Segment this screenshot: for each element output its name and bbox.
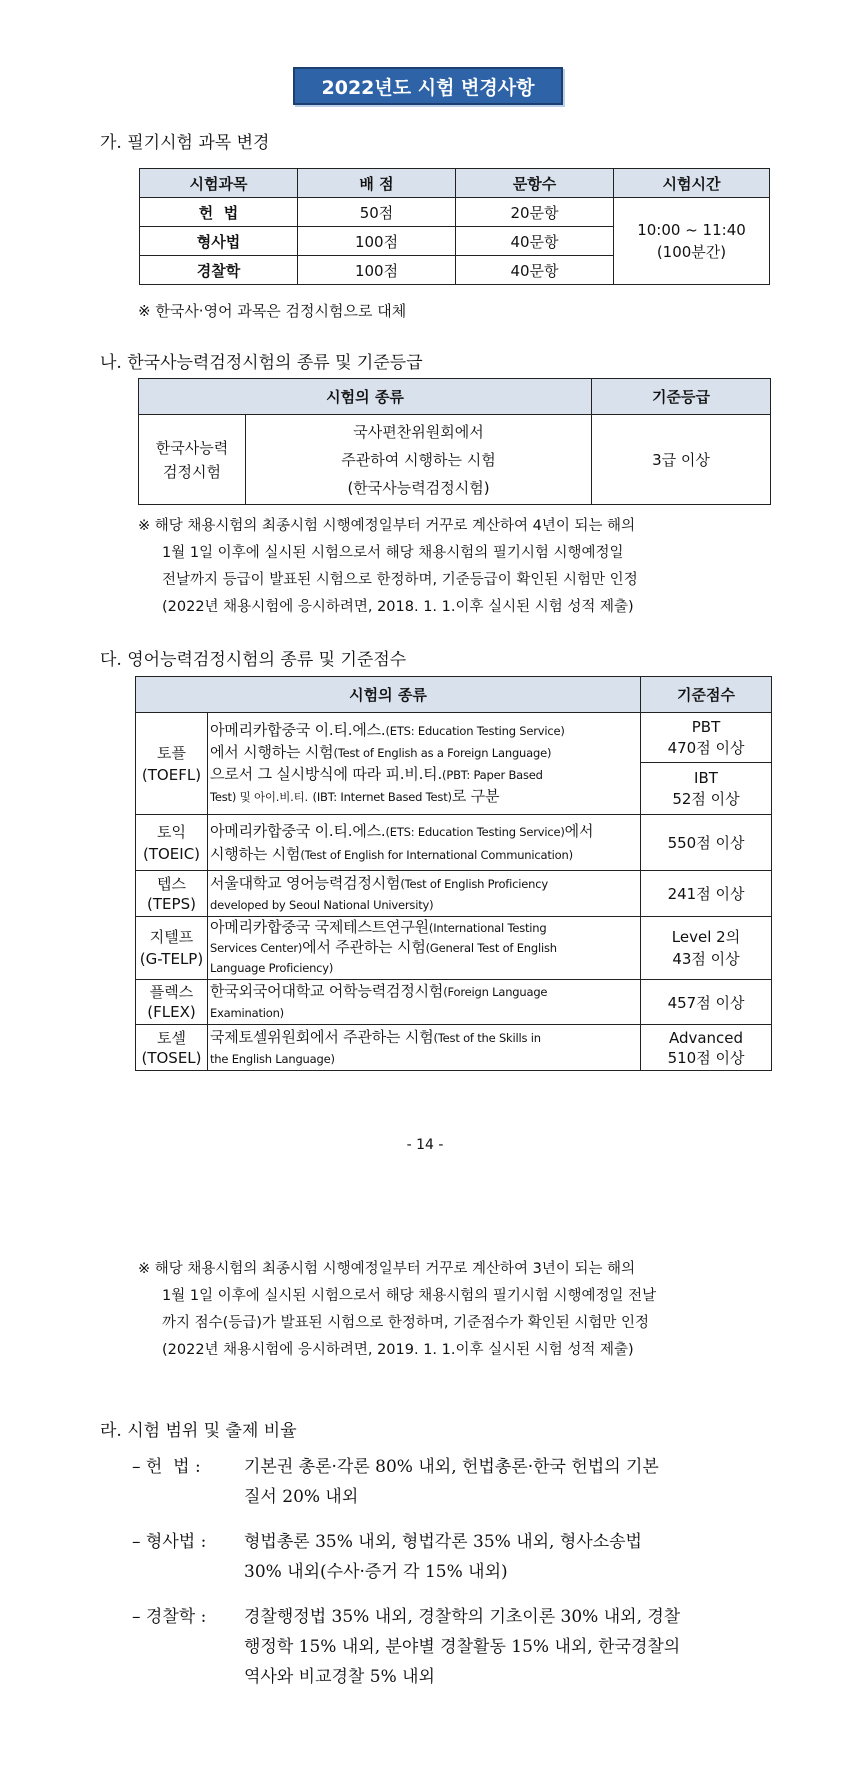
count-cell: 40문항 — [456, 227, 614, 256]
time-duration: (100분간) — [656, 243, 727, 261]
exam-name-cell — [136, 917, 208, 980]
table-row — [140, 198, 770, 227]
exam-desc-line: 주관하여 시행하는 시험 — [341, 450, 496, 469]
exam-name-en: (TEPS) — [147, 894, 196, 913]
note-line: 까지 점수(등급)가 발표된 시험으로 한정하며, 기준점수가 확인된 시험만 인정 — [162, 1315, 650, 1331]
note-line: (2022년 채용시험에 응시하려면, 2019. 1. 1.이후 실시된 시험 성적 제출) — [162, 1342, 634, 1358]
scope-text: 행정학 15% 내외, 분야별 경찰활동 15% 내외, 한국경찰의 — [244, 1637, 681, 1657]
score-cell: 241점 이상 — [641, 871, 772, 917]
subject-cell: 경찰학 — [140, 256, 298, 285]
score-value: 470점 이상 — [667, 738, 745, 757]
section-a-heading: 가. 필기시험 과목 변경 — [100, 133, 270, 153]
exam-name-en: (TOSEL) — [141, 1048, 202, 1067]
section-d-heading: 라. 시험 범위 및 출제 비율 — [100, 1421, 297, 1441]
exam-name-en: (TOEIC) — [142, 844, 201, 863]
desc-text: 국제토셀위원회에서 주관하는 시험 — [210, 1027, 434, 1046]
exam-name: 토플 — [157, 743, 186, 762]
scope-text: 형법총론 35% 내외, 형법각론 35% 내외, 형사소송법 — [244, 1532, 642, 1552]
exam-name: 토익 — [157, 822, 186, 841]
score-cell: 550점 이상 — [641, 815, 772, 871]
section-c-note — [138, 1256, 788, 1364]
table-row — [139, 415, 771, 505]
col-header-exam-type: 시험의 종류 — [139, 379, 592, 415]
desc-text: (ETS: Education Testing Service) — [385, 824, 565, 839]
count-cell: 40문항 — [456, 256, 614, 285]
exam-name: 플렉스 — [149, 983, 194, 1001]
desc-text: Examination) — [210, 1006, 284, 1020]
desc-text: 한국외국어대학교 어학능력검정시험 — [210, 982, 444, 1000]
note-line: ※ 해당 채용시험의 최종시험 시행예정일부터 거꾸로 계산하여 3년이 되는 해의 — [138, 1261, 636, 1277]
note-line: 전날까지 등급이 발표된 시험으로 한정하며, 기준등급이 확인된 시험만 인정 — [162, 572, 638, 588]
desc-text: 에서 시행하는 시험 — [210, 742, 334, 761]
desc-text: (General Test of English — [425, 941, 557, 955]
score-cell — [641, 713, 772, 763]
desc-text: 시행하는 시험 — [210, 844, 301, 863]
score-value: 52점 이상 — [672, 789, 740, 808]
table-row — [136, 917, 772, 980]
note-line: 1월 1일 이후에 실시된 시험으로서 해당 채용시험의 필기시험 시행예정일 전날 — [162, 1288, 657, 1304]
english-test-table — [135, 676, 772, 1071]
score-cell — [641, 917, 772, 980]
grade-cell: 3급 이상 — [592, 415, 771, 505]
section-b-heading: 나. 한국사능력검정시험의 종류 및 기준등급 — [100, 353, 423, 373]
note-line: ※ 해당 채용시험의 최종시험 시행예정일부터 거꾸로 계산하여 4년이 되는 해의 — [138, 518, 636, 534]
note-line: (2022년 채용시험에 응시하려면, 2018. 1. 1.이후 실시된 시험 성적 제출) — [162, 599, 634, 615]
col-header-exam-type: 시험의 종류 — [136, 677, 641, 713]
desc-text: 아메리카합중국 이.티.에스. — [210, 720, 386, 739]
scope-text: 30% 내외(수사·증거 각 15% 내외) — [244, 1562, 508, 1582]
desc-text: developed by Seoul National University) — [210, 897, 434, 912]
exam-desc-cell — [208, 980, 641, 1025]
page-title: 2022년도 시험 변경사항 — [293, 67, 563, 105]
col-header-time: 시험시간 — [614, 169, 770, 198]
desc-text: 아메리카합중국 이.티.에스. — [210, 821, 386, 840]
scope-label: – 형사법 : — [132, 1532, 207, 1552]
exam-desc-line: 국사편찬위원회에서 — [353, 422, 484, 441]
desc-text: (PBT: Paper Based — [442, 767, 543, 782]
exam-desc-cell — [208, 917, 641, 980]
table-row — [136, 980, 772, 1025]
col-header-score: 배 점 — [298, 169, 456, 198]
score-cell — [641, 763, 772, 815]
score-value: 43점 이상 — [672, 950, 740, 968]
exam-name-cell — [136, 871, 208, 917]
desc-text: Services Center) — [210, 941, 303, 955]
exam-name: 지텔프 — [149, 928, 194, 946]
col-header-min-score: 기준점수 — [641, 677, 772, 713]
note-line: 1월 1일 이후에 실시된 시험으로서 해당 채용시험의 필기시험 시행예정일 — [162, 545, 624, 561]
scope-item-criminal-law — [132, 1527, 782, 1587]
page-number: - 14 - — [406, 1137, 444, 1153]
scope-label: – 헌 법 : — [132, 1457, 201, 1477]
exam-name-en: (FLEX) — [147, 1003, 196, 1021]
desc-text: (International Testing — [428, 921, 547, 935]
scope-item-constitution — [132, 1452, 782, 1512]
table-row — [136, 1025, 772, 1071]
exam-desc-cell — [246, 415, 592, 505]
score-cell: 457점 이상 — [641, 980, 772, 1025]
scope-item-police-science — [132, 1602, 782, 1692]
desc-text: (Foreign Language — [443, 985, 548, 999]
score-label: PBT — [691, 717, 721, 736]
exam-name-cell — [136, 1025, 208, 1071]
section-a-note: ※ 한국사·영어 과목은 검정시험으로 대체 — [138, 302, 407, 320]
time-cell — [614, 198, 770, 285]
subject-table — [139, 168, 770, 285]
score-cell — [641, 1025, 772, 1071]
section-b-note — [138, 513, 778, 621]
score-cell: 100점 — [298, 227, 456, 256]
exam-name: 텝스 — [157, 874, 186, 893]
section-c-heading: 다. 영어능력검정시험의 종류 및 기준점수 — [100, 650, 407, 670]
desc-text: 로 구분 — [451, 786, 500, 805]
desc-text: 에서 주관하는 시험 — [302, 938, 426, 956]
exam-name-cell — [136, 713, 208, 815]
desc-text: the English Language) — [210, 1051, 335, 1066]
desc-text: (Test of the Skills in — [433, 1030, 541, 1045]
score-cell: 50점 — [298, 198, 456, 227]
exam-name-line: 검정시험 — [163, 462, 221, 481]
table-row — [136, 871, 772, 917]
subject-cell: 형사법 — [140, 227, 298, 256]
score-label: Level 2의 — [671, 928, 741, 946]
scope-label: – 경찰학 : — [132, 1607, 207, 1627]
desc-text: (Test of English Proficiency — [400, 876, 548, 891]
desc-text: 서울대학교 영어능력검정시험 — [210, 873, 401, 892]
col-header-count: 문항수 — [456, 169, 614, 198]
score-cell: 100점 — [298, 256, 456, 285]
exam-name-cell — [139, 415, 246, 505]
exam-name: 토셀 — [157, 1028, 186, 1047]
score-label: Advanced — [668, 1028, 744, 1047]
table-row — [136, 713, 772, 763]
exam-desc-cell — [208, 713, 641, 815]
exam-name-en: (TOEFL) — [141, 765, 202, 784]
desc-text: 으로서 그 실시방식에 따라 피.비.티. — [210, 764, 443, 783]
desc-text: (Test of English as a Foreign Language) — [333, 745, 552, 760]
scope-text: 질서 20% 내외 — [244, 1487, 359, 1507]
scope-text: 경찰행정법 35% 내외, 경찰학의 기초이론 30% 내외, 경찰 — [244, 1607, 681, 1627]
exam-desc-cell — [208, 871, 641, 917]
subject-cell: 헌 법 — [140, 198, 298, 227]
desc-text: 에서 — [564, 821, 594, 840]
desc-text: Test) 및 아이.비.티. — [210, 789, 308, 804]
col-header-grade: 기준등급 — [592, 379, 771, 415]
table-row — [136, 815, 772, 871]
desc-text: (Test of English for International Communication) — [300, 847, 573, 862]
desc-text: (ETS: Education Testing Service) — [385, 723, 565, 738]
time-range: 10:00 ~ 11:40 — [637, 221, 746, 239]
exam-desc-line: (한국사능력검정시험) — [347, 478, 490, 497]
exam-name-line: 한국사능력 — [155, 438, 229, 457]
desc-text: (IBT: Internet Based Test) — [312, 789, 452, 804]
score-label: IBT — [694, 768, 718, 787]
desc-text: Language Proficiency) — [210, 961, 334, 975]
exam-name-en: (G-TELP) — [139, 950, 204, 968]
scope-text: 기본권 총론·각론 80% 내외, 헌법총론·한국 헌법의 기본 — [244, 1457, 659, 1477]
exam-desc-cell — [208, 1025, 641, 1071]
exam-name-cell — [136, 980, 208, 1025]
scope-text: 역사와 비교경찰 5% 내외 — [244, 1667, 435, 1687]
col-header-subject: 시험과목 — [140, 169, 298, 198]
exam-name-cell — [136, 815, 208, 871]
desc-text: 아메리카합중국 국제테스트연구원 — [210, 918, 429, 936]
korean-history-table — [138, 378, 771, 505]
count-cell: 20문항 — [456, 198, 614, 227]
exam-desc-cell — [208, 815, 641, 871]
score-value: 510점 이상 — [667, 1048, 745, 1067]
